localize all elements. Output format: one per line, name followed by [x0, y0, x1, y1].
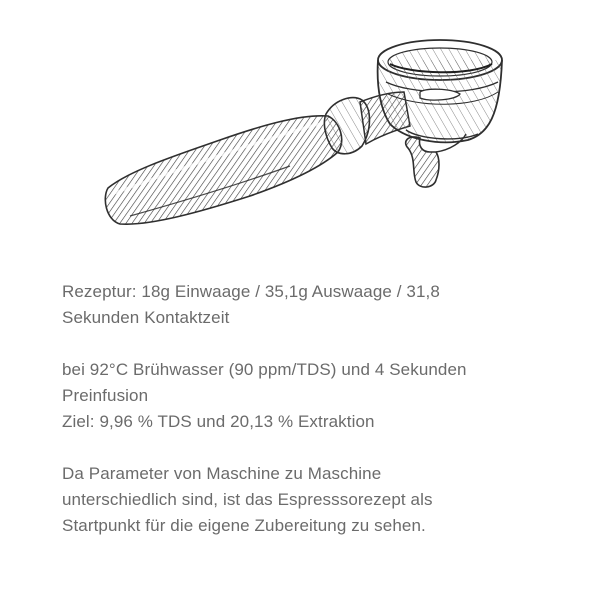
portafilter-basket	[378, 40, 502, 142]
conditions-line-3: Ziel: 9,96 % TDS und 20,13 % Extraktion	[62, 412, 375, 431]
recipe-line-1: Rezeptur: 18g Einwaage / 35,1g Auswaage / 31,8	[62, 282, 440, 301]
portafilter-illustration-icon	[90, 30, 520, 240]
recipe-line-2: Sekunden Kontaktzeit	[62, 308, 230, 327]
recipe-paragraph	[62, 279, 562, 331]
note-paragraph	[62, 461, 562, 539]
note-line-1: Da Parameter von Maschine zu Maschine	[62, 464, 382, 483]
conditions-line-2: Preinfusion	[62, 386, 149, 405]
conditions-line-1: bei 92°C Brühwasser (90 ppm/TDS) und 4 Sekunden	[62, 360, 467, 379]
handle-grip	[105, 92, 410, 224]
note-line-2: unterschiedlich sind, ist das Espresssorezept als	[62, 490, 433, 509]
note-line-3: Startpunkt für die eigene Zubereitung zu sehen.	[62, 516, 426, 535]
conditions-paragraph	[62, 357, 562, 435]
